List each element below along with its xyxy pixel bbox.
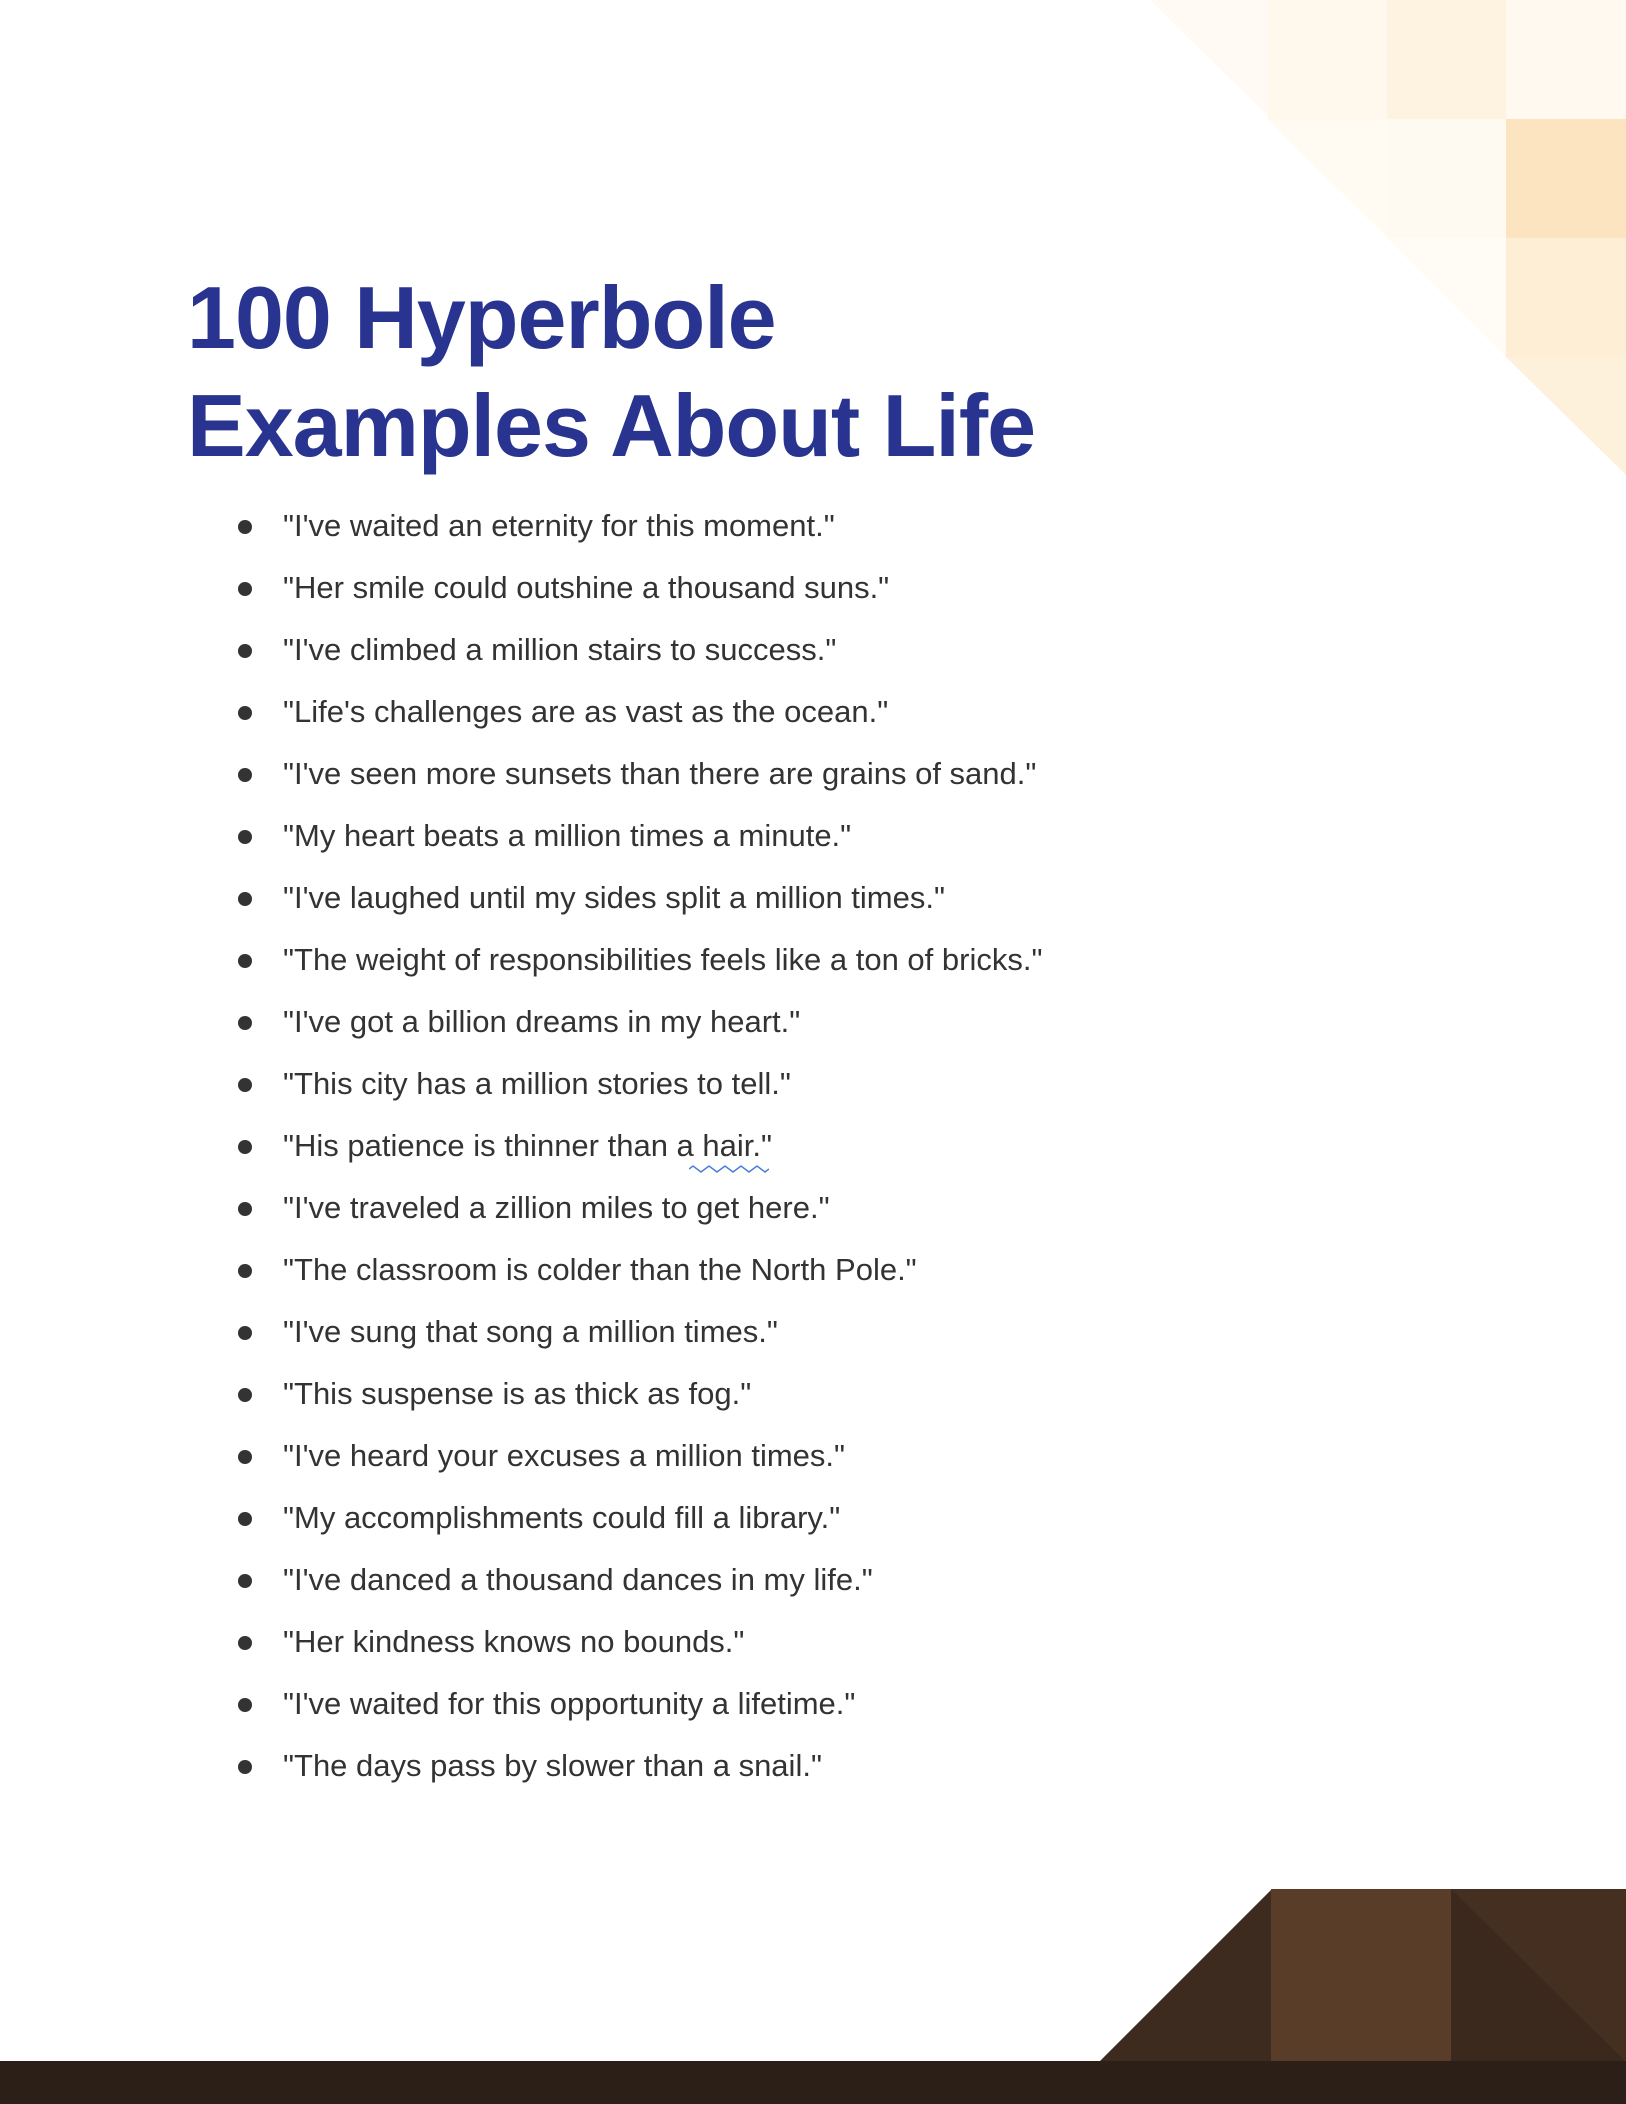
list-item xyxy=(0,1241,1200,1303)
bullet-icon xyxy=(238,954,252,968)
list-item xyxy=(0,993,1200,1055)
list-item-text: "My accomplishments could fill a library." xyxy=(283,1500,841,1535)
list-item xyxy=(0,1179,1200,1241)
list-item xyxy=(0,745,1200,807)
list-item-text: "This city has a million stories to tell." xyxy=(283,1066,791,1101)
bullet-icon xyxy=(238,1264,252,1278)
list-item xyxy=(0,1675,1200,1737)
bullet-icon xyxy=(238,1326,252,1340)
bullet-icon xyxy=(238,1202,252,1216)
list-item xyxy=(0,869,1200,931)
list-item xyxy=(0,1551,1200,1613)
bullet-icon xyxy=(238,892,252,906)
list-item-text: "I've traveled a zillion miles to get here." xyxy=(283,1190,830,1225)
list-item-text: "Life's challenges are as vast as the ocean." xyxy=(283,694,889,729)
list-item xyxy=(0,1613,1200,1675)
list-item-text: "This suspense is as thick as fog." xyxy=(283,1376,752,1411)
list-item-text: "I've got a billion dreams in my heart." xyxy=(283,1004,801,1039)
list-item-text: "His patience is thinner than a hair." xyxy=(283,1128,773,1163)
list-item-text: "I've climbed a million stairs to success." xyxy=(283,632,837,667)
hyperbole-list xyxy=(0,497,1200,1799)
bullet-icon xyxy=(238,1698,252,1712)
bullet-icon xyxy=(238,1388,252,1402)
bullet-icon xyxy=(238,520,252,534)
bullet-icon xyxy=(238,768,252,782)
list-item-text: "Her kindness knows no bounds." xyxy=(283,1624,745,1659)
list-item xyxy=(0,1303,1200,1365)
list-item xyxy=(0,1737,1200,1799)
list-item-text: "The classroom is colder than the North Pole." xyxy=(283,1252,917,1287)
list-item xyxy=(0,1055,1200,1117)
bullet-icon xyxy=(238,706,252,720)
bullet-icon xyxy=(238,1574,252,1588)
bullet-icon xyxy=(238,830,252,844)
bullet-icon xyxy=(238,1512,252,1526)
list-item xyxy=(0,1117,1200,1179)
page-title xyxy=(187,264,1187,480)
list-item xyxy=(0,559,1200,621)
list-item-text: "The weight of responsibilities feels like a ton of bricks." xyxy=(283,942,1043,977)
list-item-text: "I've waited an eternity for this moment." xyxy=(283,508,835,543)
list-item-text: "I've sung that song a million times." xyxy=(283,1314,778,1349)
bullet-icon xyxy=(238,1760,252,1774)
list-item-text: "I've danced a thousand dances in my life." xyxy=(283,1562,873,1597)
list-item-text: "Her smile could outshine a thousand suns." xyxy=(283,570,890,605)
list-item xyxy=(0,931,1200,993)
list-item-text: "My heart beats a million times a minute." xyxy=(283,818,852,853)
list-item xyxy=(0,1427,1200,1489)
bullet-icon xyxy=(238,644,252,658)
list-item-text: "I've seen more sunsets than there are grains of sand." xyxy=(283,756,1037,791)
list-item xyxy=(0,683,1200,745)
list-item xyxy=(0,1489,1200,1551)
title-line-1: 100 Hyperbole xyxy=(187,268,776,367)
bullet-icon xyxy=(238,1450,252,1464)
bullet-icon xyxy=(238,1078,252,1092)
list-item xyxy=(0,1365,1200,1427)
bullet-icon xyxy=(238,582,252,596)
title-line-2: Examples About Life xyxy=(187,376,1036,475)
list-item-text: "The days pass by slower than a snail." xyxy=(283,1748,822,1783)
spellcheck-underline xyxy=(689,1165,769,1173)
list-item-text: "I've waited for this opportunity a lifetime." xyxy=(283,1686,856,1721)
list-item xyxy=(0,621,1200,683)
list-item-text: "I've heard your excuses a million times." xyxy=(283,1438,846,1473)
list-item xyxy=(0,807,1200,869)
bullet-icon xyxy=(238,1140,252,1154)
bullet-icon xyxy=(238,1016,252,1030)
bullet-icon xyxy=(238,1636,252,1650)
list-item xyxy=(0,497,1200,559)
list-item-text: "I've laughed until my sides split a million times." xyxy=(283,880,945,915)
